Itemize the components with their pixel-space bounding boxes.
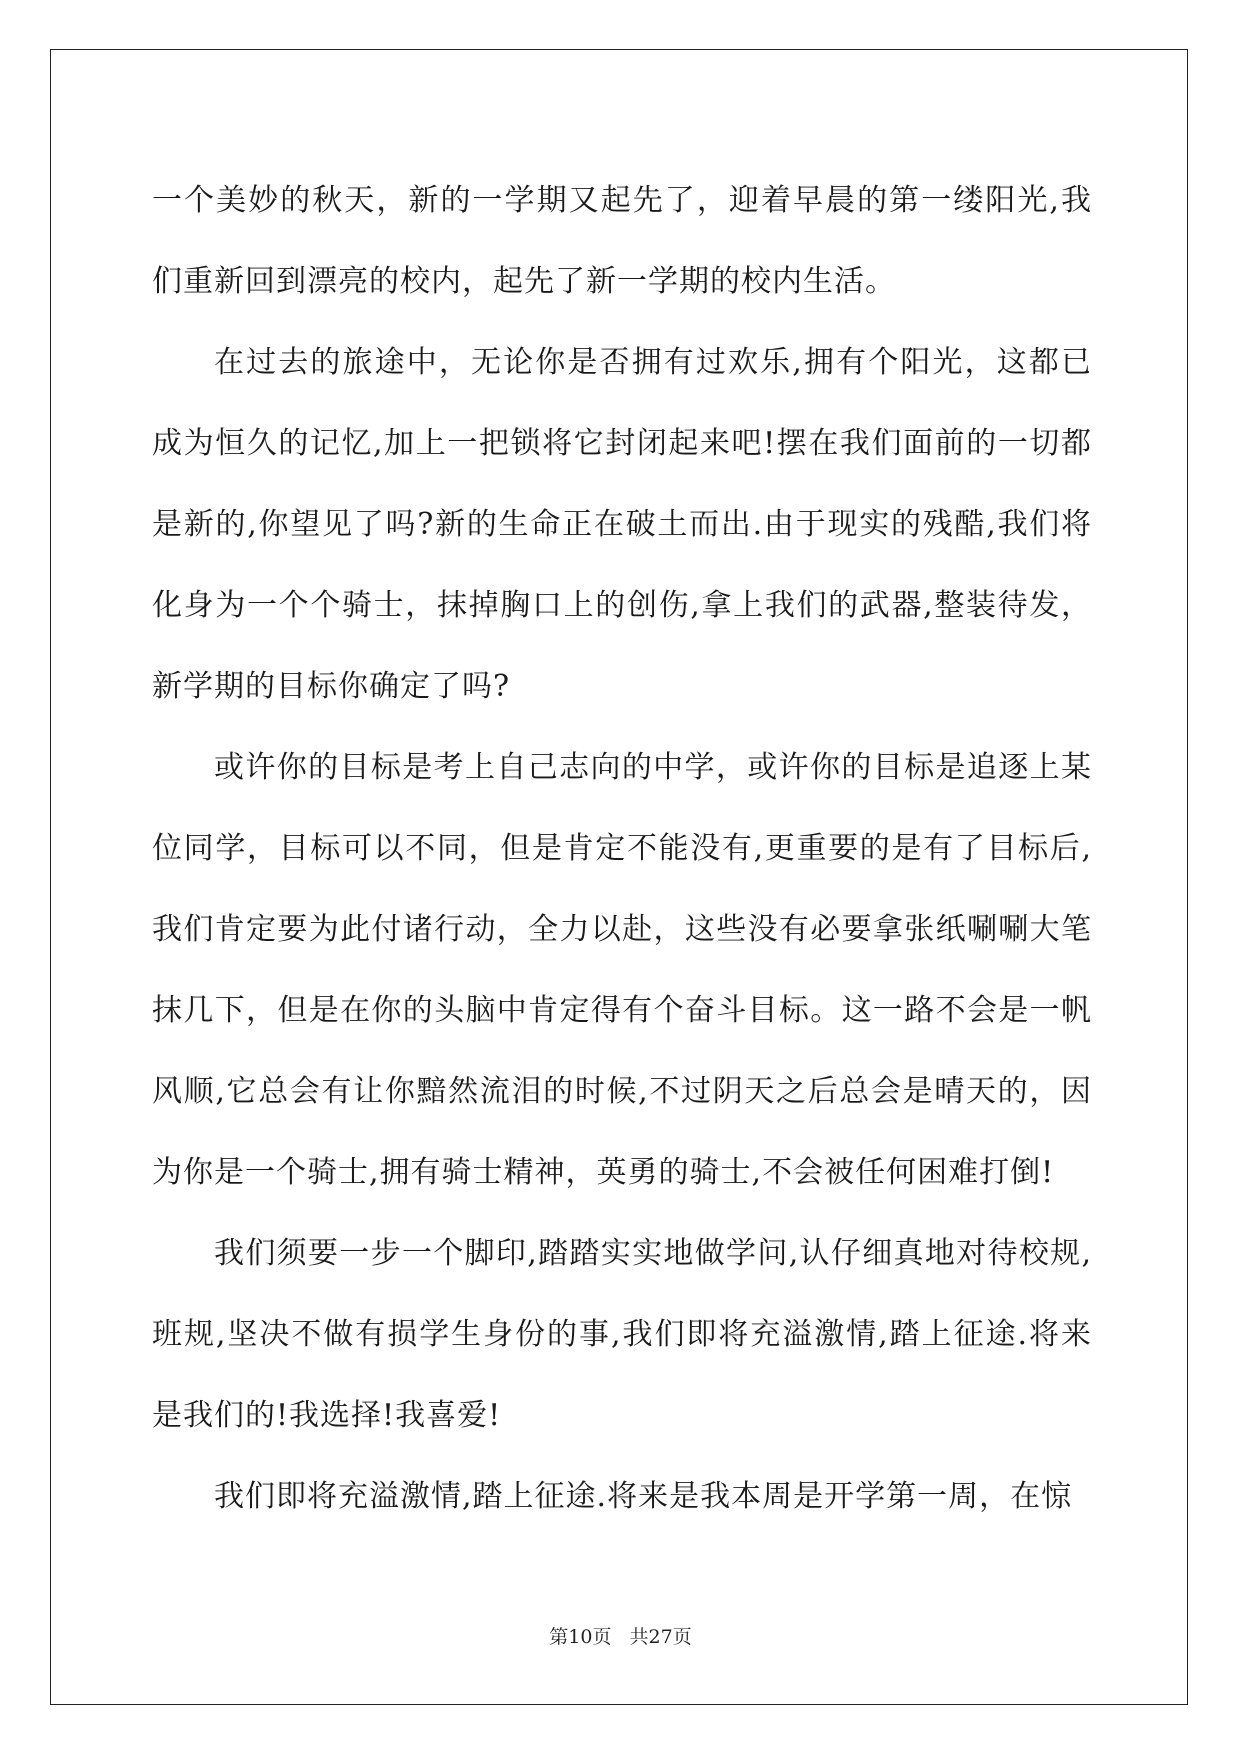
paragraph-1: 一个美妙的秋天，新的一学期又起先了，迎着早晨的第一缕阳光,我们重新回到漂亮的校内，起先了新一学期的校内生活。 [152,183,1092,299]
paragraph-2: 在过去的旅途中，无论你是否拥有过欢乐,拥有个阳光，这都已成为恒久的记忆,加上一把锁将它封闭起来吧!摆在我们面前的一切都是新的,你望见了吗?新的生命正在破土而出.由于现实的残酷,我们将化身为一个个骑士，抹掉胸口上的创伤,拿上我们的武器,整装待发，新学期的目标你确定了吗? [152,345,1092,704]
page-footer [0,1622,1241,1649]
page-total: 共27页 [629,1626,692,1648]
paragraph-4: 我们须要一步一个脚印,踏踏实实地做学问,认仔细真地对待校规,班规,坚决不做有损学生身份的事,我们即将充溢激情,踏上征途.将来是我们的!我选择!我喜爱! [152,1236,1092,1433]
paragraph-3: 或许你的目标是考上自己志向的中学，或许你的目标是追逐上某位同学，目标可以不同，但是肯定不能没有,更重要的是有了目标后,我们肯定要为此付诸行动，全力以赴，这些没有必要拿张纸唰唰大笔抹几下，但是在你的头脑中肯定得有个奋斗目标。这一路不会是一帆风顺,它总会有让你黯然流泪的时候,不过阴天之后总会是晴天的，因为你是一个骑士,拥有骑士精神，英勇的骑士,不会被任何困难打倒! [152,750,1092,1190]
paragraph-5: 我们即将充溢激情,踏上征途.将来是我本周是开学第一周，在惊 [214,1479,1073,1514]
document-body [152,160,1092,1537]
page-number: 第10页 [549,1626,612,1648]
